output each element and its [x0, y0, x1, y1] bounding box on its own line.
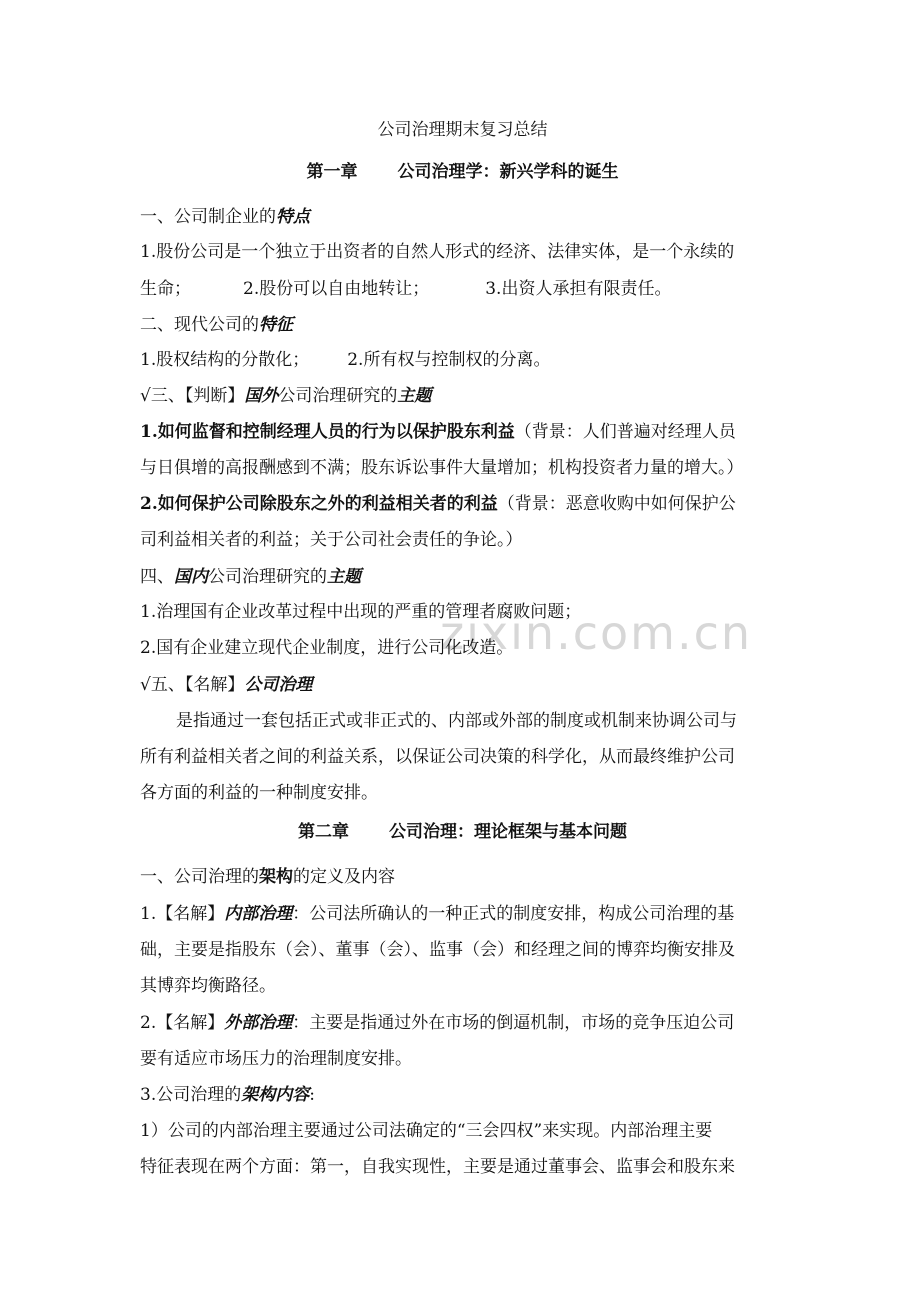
chapter-2-label: 第二章: [298, 822, 349, 842]
paragraph-line: [140, 277, 785, 301]
chapter-2-title: 公司治理：理论框架与基本问题: [389, 822, 627, 842]
paragraph-line: 1.治理国有企业改革过程中出现的严重的管理者腐败问题；: [140, 602, 582, 622]
plain-text: ：主要是指通过外在市场的倒逼机制，市场的竞争压迫公司: [292, 1013, 735, 1033]
section-heading-emphasis: 公司治理: [244, 675, 313, 695]
paragraph-line: 各方面的利益的一种制度安排。: [140, 783, 378, 803]
section-heading-text: 一、公司制企业的: [140, 207, 276, 227]
section-1-heading: [140, 205, 785, 229]
section-heading-text: 的定义及内容: [293, 867, 395, 887]
paragraph-line: 所有利益相关者之间的利益关系，以保证公司决策的科学化，从而最终维护公司: [140, 747, 735, 767]
term-emphasis: 架构内容: [241, 1085, 310, 1105]
section-heading-text: 二、现代公司的: [140, 315, 259, 335]
paragraph-line: 与日俱增的高报酬感到不满；股东诉讼事件大量增加；机构投资者力量的增大。）: [140, 458, 744, 478]
plain-text: 2.【名解】: [140, 1013, 225, 1033]
paragraph-line: 1.股份公司是一个独立于出资者的自然人形式的经济、法律实体，是一个永续的: [140, 242, 735, 262]
section-heading-emphasis: 国外: [244, 386, 279, 406]
bold-text: 架构: [259, 867, 293, 887]
list-item: 生命；: [140, 279, 191, 299]
paragraph-line: [140, 1011, 785, 1035]
paragraph-line: 2.国有企业建立现代企业制度，进行公司化改造。: [140, 638, 514, 658]
paragraph-line: 础，主要是指股东（会）、董事（会）、监事（会）和经理之间的博弈均衡安排及: [140, 940, 735, 960]
paragraph-line: 特征表现在两个方面：第一，自我实现性，主要是通过董事会、监事会和股东来: [140, 1157, 735, 1177]
paragraph-line: 是指通过一套包括正式或非正式的、内部或外部的制度或机制来协调公司与: [176, 711, 737, 731]
term-emphasis: 外部治理: [224, 1013, 293, 1033]
list-item: 2.股份可以自由地转让；: [243, 279, 430, 299]
section-heading-text: 公司治理研究的: [278, 386, 398, 406]
paragraph-line: [140, 492, 785, 516]
chapter-2-section-1-heading: [140, 865, 785, 889]
term-emphasis: 内部治理: [224, 904, 293, 924]
paragraph-line: [140, 348, 785, 372]
list-item: 3.出资人承担有限责任。: [485, 279, 672, 299]
section-heading-emphasis: 国内: [174, 567, 208, 587]
paragraph-line: [140, 902, 785, 926]
section-heading-emphasis: 主题: [327, 567, 361, 587]
paragraph-line: 司利益相关者的利益；关于公司社会责任的争论。）: [140, 530, 523, 550]
paragraph-line: 其博弈均衡路径。: [140, 976, 276, 996]
section-3-heading: [140, 384, 785, 408]
paragraph-line: 1）公司的内部治理主要通过公司法确定的“三会四权”来实现。内部治理主要: [140, 1121, 713, 1141]
chapter-1-label: 第一章: [306, 162, 358, 182]
chapter-1-heading: [140, 160, 785, 184]
section-heading-text: 五、【名解】: [150, 675, 245, 695]
bold-text: 2.如何保护公司除股东之外的利益相关者的利益: [140, 494, 498, 514]
plain-text: ：公司法所确认的一种正式的制度安排，构成公司治理的基: [292, 904, 735, 924]
section-heading-emphasis: 特点: [276, 207, 310, 227]
list-item: 1.股权结构的分散化；: [140, 350, 310, 370]
section-heading-text: 四、: [140, 567, 174, 587]
paragraph-line: [140, 1083, 785, 1107]
section-5-heading: [140, 673, 785, 697]
paragraph-line: 要有适应市场压力的治理制度安排。: [140, 1049, 412, 1069]
bold-text: 1.如何监督和控制经理人员的行为以保护股东利益: [140, 422, 515, 442]
plain-text: 3.公司治理的: [140, 1085, 242, 1105]
check-mark-icon: √: [140, 675, 151, 695]
plain-text: （背景：人们普遍对经理人员: [514, 422, 736, 442]
list-item: 2.所有权与控制权的分离。: [347, 350, 551, 370]
paragraph-line: [140, 420, 785, 444]
section-heading-emphasis: 主题: [397, 386, 432, 406]
plain-text: :: [309, 1085, 315, 1105]
chapter-1-title: 公司治理学：新兴学科的诞生: [397, 162, 619, 182]
section-2-heading: [140, 313, 785, 337]
section-heading-text: 三、【判断】: [150, 386, 245, 406]
plain-text: 1.【名解】: [140, 904, 225, 924]
check-mark-icon: √: [140, 386, 151, 406]
document-title: 公司治理期末复习总结: [377, 120, 548, 140]
watermark: zixin.com.cn: [440, 606, 753, 660]
chapter-2-heading: [140, 820, 785, 844]
section-heading-text: 公司治理研究的: [208, 567, 327, 587]
section-4-heading: [140, 565, 785, 589]
section-heading-emphasis: 特征: [259, 315, 293, 335]
section-heading-text: 一、公司治理的: [140, 867, 259, 887]
plain-text: （背景：恶意收购中如何保护公: [497, 494, 736, 514]
